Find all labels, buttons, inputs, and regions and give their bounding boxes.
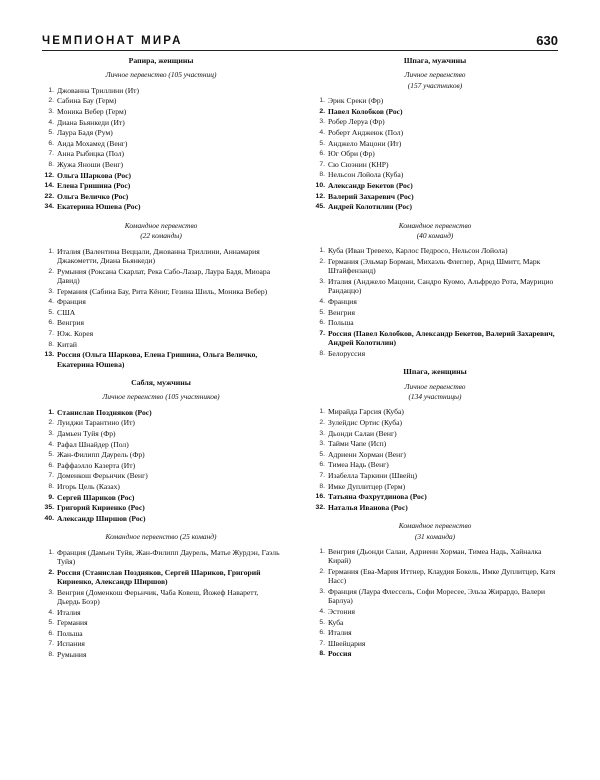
place-number: 9. (48, 493, 54, 501)
section (42, 378, 280, 659)
place-number: 8. (48, 650, 54, 658)
place-number: 5. (319, 308, 325, 316)
list-item (42, 548, 280, 567)
list-item (313, 639, 557, 648)
results-list (42, 247, 280, 369)
list-item (42, 139, 280, 148)
entry-text: Германия (Сабина Бау, Рита Кёниг, Гезина Шиль, Моника Вебер) (57, 286, 268, 296)
block-subtitle: Командное первенство (124, 220, 198, 230)
entry-text: Эрик Среки (Фр) (328, 96, 384, 106)
section (42, 56, 280, 369)
place-number: 6. (48, 139, 54, 147)
list-item (42, 408, 280, 417)
entry-text: Наталья Иванова (Рос) (328, 502, 408, 512)
entry-text: Россия (328, 649, 352, 659)
entry-text: Польша (57, 628, 83, 638)
list-item (42, 149, 280, 158)
entry-text: Ольга Шаркова (Рос) (57, 170, 132, 180)
place-number: 1. (319, 247, 325, 255)
block-subtitle-count: (31 команда) (414, 531, 456, 541)
place-number: 1. (319, 408, 325, 416)
list-item (42, 96, 280, 105)
entry-text: Мирайда Гарсия (Куба) (328, 407, 404, 417)
entry-text: Румыния (57, 649, 87, 659)
list-item (42, 181, 280, 190)
entry-text: Игорь Цель (Казах) (57, 481, 120, 491)
entry-text: Белоруссия (328, 348, 366, 358)
place-number: 8. (48, 482, 54, 490)
place-number: 1. (319, 97, 325, 105)
place-number: 4. (319, 129, 325, 136)
block-subtitle: Личное первенство (404, 381, 466, 391)
place-number: 7. (48, 150, 54, 158)
place-number: 3. (319, 277, 325, 285)
place-number: 7. (319, 471, 325, 479)
running-title: ЧЕМПИОНАТ МИРА (42, 35, 183, 47)
place-number: 12. (44, 171, 54, 179)
entry-text: Рафал Шнайдер (Пол) (57, 439, 129, 449)
place-number: 6. (319, 150, 325, 158)
section-title: Шпага, мужчины (403, 56, 467, 65)
entry-text: Андрей Колотилин (Рос) (328, 202, 413, 212)
entry-text: Ольга Величко (Рос) (57, 191, 129, 201)
list-item (42, 107, 280, 116)
list-item (42, 118, 280, 127)
place-number: 5. (48, 451, 54, 459)
list-item (313, 482, 557, 491)
place-number: 3. (48, 588, 54, 596)
entry-text: Татьяна Фахрутдинова (Рос) (328, 492, 427, 502)
list-item (42, 247, 280, 266)
list-item (313, 649, 557, 658)
list-item (42, 160, 280, 169)
place-number: 5. (48, 129, 54, 137)
list-item (313, 192, 557, 201)
block-subtitle-count: (40 команд) (416, 230, 454, 240)
place-number: 5. (319, 618, 325, 626)
place-number: 6. (48, 629, 54, 637)
entry-text: Жан-Филипп Даурель (Фр) (57, 450, 145, 460)
list-item (42, 287, 280, 296)
entry-text: Франция (328, 296, 357, 306)
block-subtitle-count: (157 участников) (407, 80, 463, 90)
list-item (313, 107, 557, 116)
entry-text: Тайми Чапе (Исп) (328, 439, 387, 449)
list-item (313, 257, 557, 276)
entry-text: Италия (Анджело Мацони, Сандро Куомо, Альфредо Рота, Маурицио Рандаццо) (328, 276, 554, 296)
place-number: 16. (315, 493, 325, 501)
entry-text: Сергей Шариков (Рос) (57, 492, 135, 502)
place-number: 45. (315, 203, 325, 211)
place-number: 6. (319, 629, 325, 637)
entry-text: Диана Бьянкеди (Ит) (57, 117, 125, 127)
entry-text: Россия (Ольга Шаркова, Елена Гришина, Ольга Величко, Екатерина Юшева) (57, 350, 258, 369)
list-item (313, 607, 557, 616)
list-item (42, 588, 280, 607)
place-number: 2. (319, 418, 325, 426)
place-number: 5. (319, 139, 325, 147)
entry-text: Эстония (328, 606, 356, 616)
results-list (42, 408, 280, 523)
place-number: 4. (48, 298, 54, 306)
list-item (313, 450, 557, 459)
page-number: 630 (536, 33, 558, 48)
place-number: 7. (48, 329, 54, 337)
list-item (313, 329, 557, 348)
list-item (42, 639, 280, 648)
list-item (313, 407, 557, 416)
place-number: 4. (48, 440, 54, 448)
place-number: 4. (48, 118, 54, 126)
list-item (313, 567, 557, 586)
list-item (42, 318, 280, 327)
list-item (313, 149, 557, 158)
entry-text: Нельсон Лойола (Куба) (328, 170, 404, 180)
entry-text: Швейцария (328, 638, 366, 648)
entry-text: Джованна Триллини (Ит) (57, 85, 140, 95)
entry-text: Робер Леруа (Фр) (328, 117, 385, 127)
list-item (313, 128, 557, 137)
entry-text: Китай (57, 339, 77, 349)
entry-text: Юг Обри (Фр) (328, 149, 375, 159)
entry-text: Григорий Кириенко (Рос) (57, 503, 145, 513)
entry-text: Анна Рыбицка (Пол) (57, 149, 125, 159)
list-item (42, 618, 280, 627)
entry-text: Станислав Поздняков (Рос) (57, 407, 152, 417)
list-item (42, 650, 280, 659)
place-number: 13. (44, 351, 54, 359)
list-item (313, 181, 557, 190)
place-number: 35. (44, 504, 54, 512)
place-number: 32. (315, 503, 325, 511)
place-number: 34. (44, 203, 54, 211)
list-item (313, 618, 557, 627)
page-header (42, 28, 558, 51)
list-item (313, 492, 557, 501)
place-number: 14. (44, 182, 54, 190)
list-item (42, 440, 280, 449)
entry-text: Павел Колобков (Рос) (328, 106, 403, 116)
entry-text: Венгрия (57, 318, 84, 328)
place-number: 3. (319, 587, 325, 595)
entry-text: Италия (Валентина Веццали, Джованна Триллини, Аннамария Джакометти, Диана Бьянкеди) (57, 246, 260, 265)
place-number: 2. (319, 107, 325, 115)
place-number: 6. (319, 319, 325, 327)
list-item (42, 171, 280, 180)
block-subtitle-count: (134 участницы) (408, 391, 462, 401)
entry-text: Венгрия (328, 307, 355, 317)
list-item (42, 192, 280, 201)
list-item (42, 493, 280, 502)
list-item (42, 608, 280, 617)
place-number: 1. (48, 548, 54, 556)
entry-text: Жужа Яноши (Венг) (57, 159, 124, 169)
entry-text: Зулейдис Ортис (Куба) (328, 417, 403, 427)
place-number: 1. (48, 408, 54, 416)
list-item (313, 503, 557, 512)
entry-text: Юж. Корея (57, 328, 94, 338)
list-item (313, 96, 557, 105)
entry-text: Екатерина Юшева (Рос) (57, 202, 141, 212)
place-number: 7. (319, 329, 325, 337)
list-item (42, 86, 280, 95)
entry-text: Адриенн Хорман (Венг) (328, 449, 406, 459)
entry-text: Испания (57, 639, 85, 649)
results-list (313, 407, 557, 512)
place-number: 8. (319, 482, 325, 490)
list-item (42, 340, 280, 349)
entry-text: Дамьен Туйя (Фр) (57, 428, 116, 438)
list-item (42, 329, 280, 338)
place-number: 12. (315, 192, 325, 200)
entry-text: Италия (328, 628, 352, 638)
entry-text: Раффаэлло Казерта (Ит) (57, 460, 136, 470)
list-item (42, 568, 280, 587)
place-number: 3. (48, 429, 54, 437)
place-number: 3. (319, 429, 325, 437)
entry-text: Франция (Лаура Флессель, Софи Моресее, Эльза Жирардо, Валери Барлуа) (328, 586, 546, 606)
place-number: 8. (48, 160, 54, 168)
place-number: 10. (315, 181, 325, 189)
section-title: Шпага, женщины (403, 367, 467, 377)
place-number: 4. (48, 608, 54, 616)
list-item (313, 418, 557, 427)
list-item (42, 267, 280, 286)
place-number: 6. (319, 461, 325, 469)
list-item (42, 350, 280, 369)
section-title: Сабля, мужчины (131, 377, 191, 387)
list-item (313, 349, 557, 358)
place-number: 3. (48, 108, 54, 115)
place-number: 8. (48, 340, 54, 348)
entry-text: Александр Бекетов (Рос) (328, 180, 413, 190)
entry-text: Елена Гришина (Рос) (57, 181, 131, 191)
list-item (42, 482, 280, 491)
list-item (313, 246, 557, 255)
place-number: 7. (319, 639, 325, 647)
place-number: 4. (319, 297, 325, 305)
place-number: 5. (319, 450, 325, 458)
list-item (313, 318, 557, 327)
results-list (313, 96, 557, 211)
place-number: 22. (44, 192, 54, 200)
entry-text: Венгрия (Доменкош Ферьнчик, Чаба Ковеш, Йожеф Наваретт, Дьердь Боэр) (57, 587, 259, 606)
list-item (313, 277, 557, 296)
section-title: Рапира, женщины (128, 56, 194, 65)
list-item (313, 628, 557, 637)
entry-text: Румыния (Роксана Скарлат, Река Сабо-Лазар, Лаура Бадя, Миоара Давид) (57, 266, 271, 285)
list-item (42, 308, 280, 317)
entry-text: Анджело Мацони (Ит) (328, 138, 402, 148)
results-list (313, 246, 557, 358)
place-number: 7. (48, 472, 54, 480)
entry-text: Валерий Захаревич (Рос) (328, 191, 414, 201)
block-subtitle: Командное первенство (25 команд) (105, 532, 217, 542)
results-list (313, 547, 557, 659)
entry-text: Дьонди Салаи (Венг) (328, 428, 397, 438)
list-item (313, 160, 557, 169)
block-subtitle-count: (22 команды) (140, 231, 182, 241)
entry-text: Доменкош Ферьнчик (Венг) (57, 471, 148, 481)
entry-text: Луиджи Тарантино (Ит) (57, 418, 135, 428)
place-number: 5. (48, 308, 54, 316)
place-number: 8. (319, 171, 325, 179)
list-item (313, 547, 557, 566)
entry-text: Тимеа Надь (Венг) (328, 460, 389, 470)
entry-text: Германия (57, 618, 88, 628)
place-number: 40. (44, 514, 54, 522)
block-subtitle: Командное первенство (398, 521, 472, 531)
list-item (42, 128, 280, 137)
entry-text: Изабелла Таркини (Швейц) (328, 470, 417, 480)
list-item (42, 450, 280, 459)
place-number: 3. (319, 118, 325, 126)
list-item (42, 202, 280, 211)
list-item (313, 429, 557, 438)
entry-text: Аида Мохамед (Венг) (57, 138, 128, 148)
place-number: 2. (48, 267, 54, 275)
entry-text: Лаура Бадя (Рум) (57, 128, 113, 138)
entry-text: Россия (Павел Колобков, Александр Бекетов, Валерий Захаревич, Андрей Колотилин) (328, 328, 555, 348)
entry-text: Имке Дуплитцер (Герм) (328, 481, 406, 491)
entry-text: Венгрия (Дьонди Салаи, Адриенн Хорман, Тимеа Надь, Хайналка Кирай) (328, 546, 542, 566)
list-item (42, 471, 280, 480)
place-number: 4. (319, 607, 325, 615)
entry-text: Куба (Иван Тревехо, Карлос Педросо, Нельсон Лойола) (328, 246, 508, 256)
place-number: 2. (319, 567, 325, 575)
list-item (313, 297, 557, 306)
place-number: 3. (48, 287, 54, 295)
place-number: 3. (319, 440, 325, 448)
entry-text: Франция (57, 297, 86, 307)
right-column (313, 56, 557, 668)
place-number: 7. (48, 640, 54, 648)
list-item (313, 460, 557, 469)
list-item (313, 170, 557, 179)
entry-text: Италия (57, 607, 81, 617)
results-list (42, 86, 280, 212)
list-item (42, 503, 280, 512)
entry-text: Александр Ширшов (Рос) (57, 513, 146, 523)
entry-text: Польша (328, 318, 354, 328)
place-number: 1. (48, 247, 54, 255)
place-number: 8. (319, 650, 325, 658)
block-subtitle: Личное первенство (105 участников) (102, 392, 220, 402)
place-number: 7. (319, 160, 325, 168)
list-item (42, 429, 280, 438)
list-item (42, 514, 280, 523)
list-item (313, 202, 557, 211)
place-number: 6. (48, 319, 54, 327)
section (313, 367, 557, 659)
entry-text: США (57, 307, 76, 317)
place-number: 1. (319, 547, 325, 555)
place-number: 2. (48, 97, 54, 105)
entry-text: Куба (328, 617, 344, 627)
place-number: 5. (48, 619, 54, 627)
results-list (42, 548, 280, 660)
place-number: 2. (319, 257, 325, 265)
place-number: 2. (48, 419, 54, 427)
entry-text: Моника Вебер (Герм) (57, 107, 127, 116)
list-item (313, 139, 557, 148)
list-item (42, 418, 280, 427)
list-item (313, 439, 557, 448)
place-number: 2. (48, 568, 54, 576)
entry-text: Франция (Дамьен Туйя, Жан-Филипп Даурель, Матье Журдэн, Гаэль Туйя) (57, 547, 280, 566)
section (313, 56, 557, 358)
entry-text: Сю Сюэнин (КНР) (328, 159, 389, 169)
list-item (313, 117, 557, 126)
entry-text: Роберт Анджеюк (Пол) (328, 128, 404, 137)
list-item (42, 461, 280, 470)
block-subtitle: Личное первенство (105 участниц) (105, 70, 217, 80)
block-subtitle: Командное первенство (398, 220, 472, 230)
place-number: 1. (48, 86, 54, 94)
list-item (313, 308, 557, 317)
left-column (42, 56, 280, 668)
block-subtitle: Личное первенство (404, 70, 466, 80)
entry-text: Германия (Эльмар Борман, Михаэль Флеглер, Арнд Шмитт, Марк Штайфензанд) (328, 256, 541, 276)
list-item (313, 471, 557, 480)
list-item (42, 629, 280, 638)
entry-text: Россия (Станислав Поздняков, Сергей Шариков, Григорий Кириенко, Александр Ширшов) (57, 567, 261, 586)
place-number: 6. (48, 461, 54, 469)
entry-text: Германия (Ева-Мария Иттнер, Клаудия Бокель, Имке Дуплитцер, Катя Насс) (328, 566, 556, 586)
place-number: 8. (319, 349, 325, 357)
list-item (313, 587, 557, 606)
entry-text: Сабина Бау (Герм) (57, 96, 117, 106)
list-item (42, 297, 280, 306)
